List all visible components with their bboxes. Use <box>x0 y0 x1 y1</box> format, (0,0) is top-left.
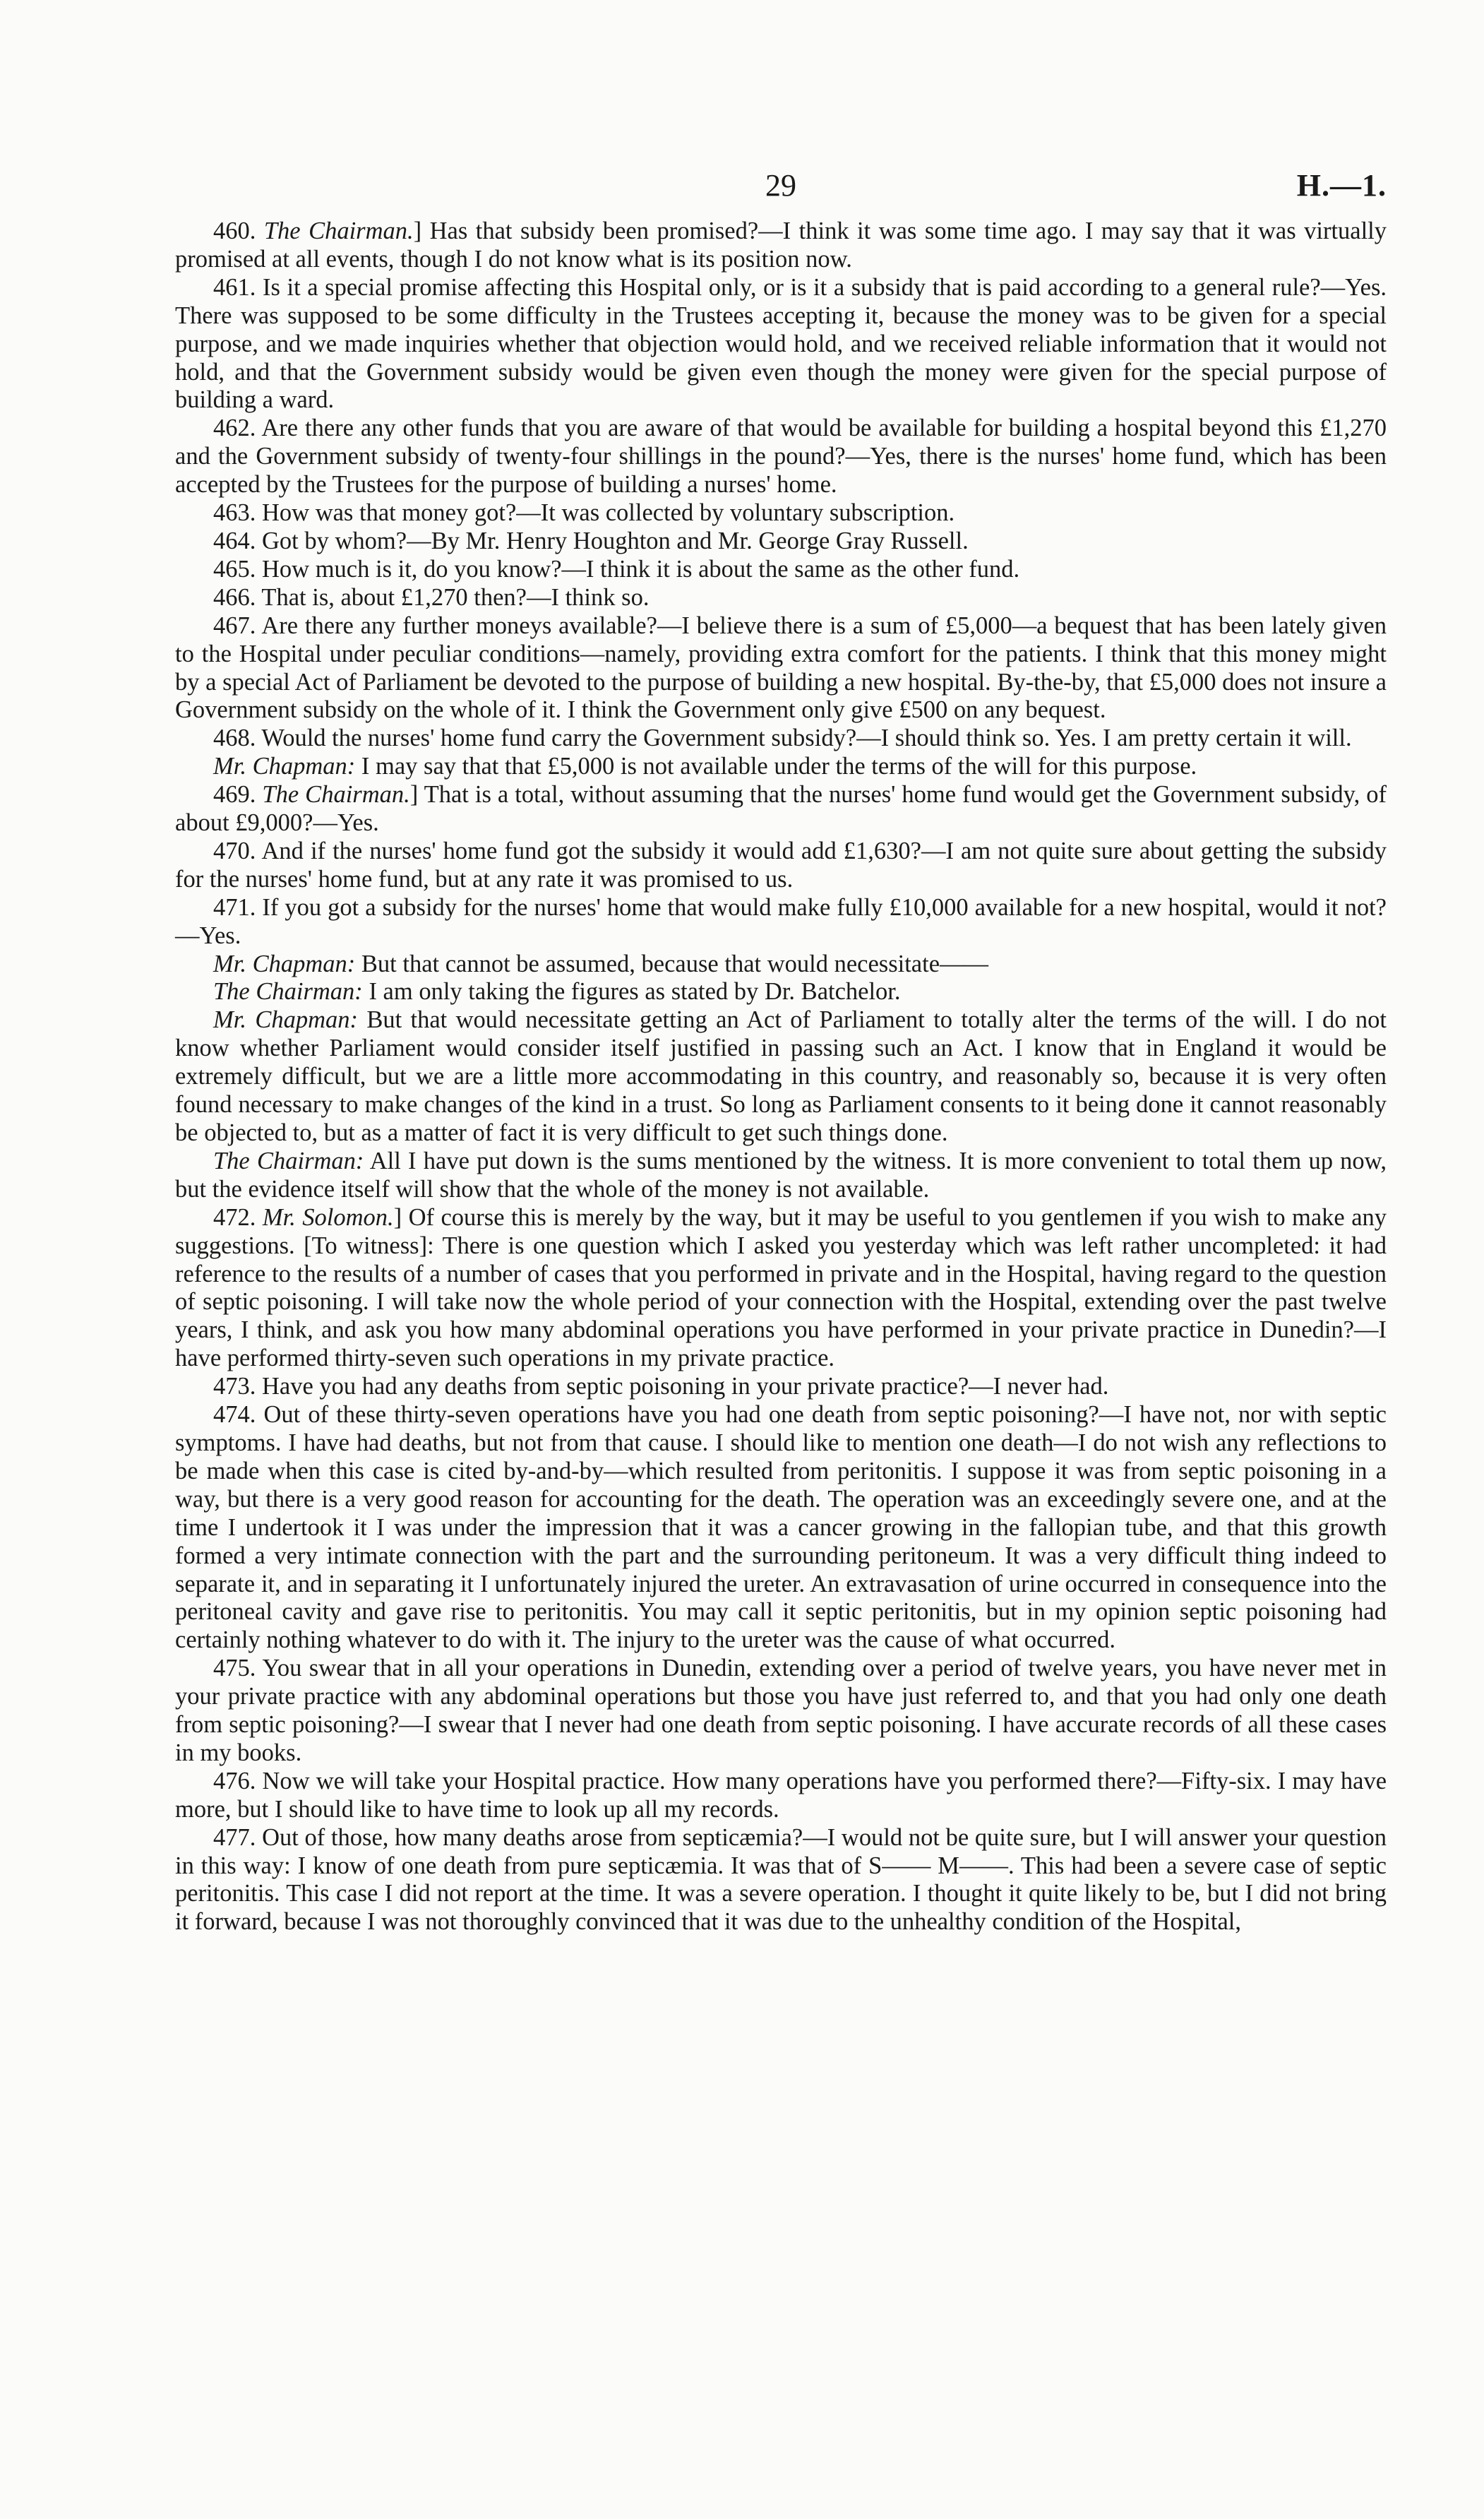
paragraph-473 <box>175 1373 1387 1401</box>
paragraph-475 <box>175 1655 1387 1768</box>
paragraph-text: I am only taking the figures as stated by Dr. Batchelor. <box>362 978 901 1006</box>
speaker-name: Mr. Solomon. <box>262 1203 394 1231</box>
question-number: 464. <box>213 527 262 554</box>
paragraph-474 <box>175 1401 1387 1655</box>
question-number: 474. <box>213 1401 264 1429</box>
paragraph-467 <box>175 612 1387 725</box>
series-reference: H.—1. <box>1296 168 1387 203</box>
paragraph-text: If you got a subsidy for the nurses' home that would make fully £10,000 available for a new hospital, would it not?—Yes. <box>175 893 1387 949</box>
paragraph-text: How much is it, do you know?—I think it is about the same as the other fund. <box>262 555 1020 583</box>
paragraph-477 <box>175 1824 1387 1937</box>
paragraph-text: How was that money got?—It was collected by voluntary subscription. <box>262 499 955 527</box>
question-number: 469. <box>213 781 263 809</box>
paragraph-text: Is it a special promise affecting this Hospital only, or is it a subsidy that is paid according to a general rule?—Yes. There was supposed to be some difficulty in the Trustees accepting it, because the money was to be given for a special purpose, and we made inquiries whether that objection would hold, and we received reliable information that it would not hold, and that the Government subsidy would be given even though the money were given for the special purpose of building a ward. <box>175 273 1387 414</box>
paragraph-text: That is, about £1,270 then?—I think so. <box>261 583 650 611</box>
paragraph-468 <box>175 725 1387 753</box>
question-number: 466. <box>213 583 262 611</box>
question-number: 463. <box>213 499 262 527</box>
speaker-name: The Chairman: <box>213 1147 364 1174</box>
paragraph-chapman-remark-1 <box>175 753 1387 781</box>
paragraph-text: But that cannot be assumed, because that would necessitate—— <box>355 950 989 977</box>
paragraph-466 <box>175 584 1387 612</box>
paragraph-471 <box>175 894 1387 951</box>
document-page <box>175 168 1387 1936</box>
question-number: 468. <box>213 725 262 752</box>
paragraph-text: Now we will take your Hospital practice. How many operations have you performed there?—Fifty-six. I may have more, but I should like to have time to look up all my records. <box>175 1767 1387 1823</box>
question-number: 465. <box>213 555 262 583</box>
paragraph-text: Out of these thirty-seven operations have you had one death from septic poisoning?—I have not, nor with septic symptoms. I have had deaths, but not from that cause. I should like to mention one death—I do not wish any reflections to be made when this case is cited by-and-by—which resulted from peritonitis. I suppose it was from septic poisoning in a way, but there is a very good reason for accounting for the death. The operation was an exceedingly severe one, and at the time I undertook it I was under the impression that it was a cancer growing in the fallopian tube, and that this growth formed a very intimate connection with the part and the surrounding peritoneum. It was a very difficult thing indeed to separate it, and in separating it I unfortunately injured the ureter. An extravasation of urine occurred in consequence into the peritoneal cavity and gave rise to peritonitis. You may call it septic peritonitis, but in my opinion septic poisoning had certainly nothing whatever to do with it. The injury to the ureter was the cause of what occurred. <box>175 1401 1387 1654</box>
page-header <box>175 168 1387 218</box>
question-number: 473. <box>213 1373 262 1400</box>
page-number: 29 <box>765 168 796 203</box>
speaker-name: Mr. Chapman: <box>213 753 356 780</box>
question-number: 475. <box>213 1655 263 1682</box>
speaker-name: Mr. Chapman: <box>213 950 356 977</box>
paragraph-chairman-remark-2 <box>175 1148 1387 1204</box>
paragraph-text: Have you had any deaths from septic poisoning in your private practice?—I never had. <box>262 1373 1109 1400</box>
paragraph-text: Got by whom?—By Mr. Henry Houghton and Mr. George Gray Russell. <box>262 527 969 554</box>
question-number: 461. <box>213 273 263 301</box>
paragraph-463 <box>175 499 1387 528</box>
question-number: 467. <box>213 612 262 639</box>
paragraph-462 <box>175 415 1387 499</box>
speaker-name: Mr. Chapman: <box>213 1006 358 1034</box>
question-number: 470. <box>213 837 262 864</box>
paragraph-text: ] Of course this is merely by the way, but it may be useful to you gentlemen if you wish to make any suggestions. [To witness]: There is one question which I asked you yesterday which was left rather uncompleted: it had reference to the results of a number of cases that you performed in private and in the Hospital, having regard to the question of septic poisoning. I will take now the whole period of your connection with the Hospital, extending over the past twelve years, I think, and ask you how many abdominal operations you have performed in your private practice in Dunedin?—I have performed thirty-seven such operations in my private practice. <box>175 1203 1387 1372</box>
paragraph-text: Would the nurses' home fund carry the Government subsidy?—I should think so. Yes. I am pretty certain it will. <box>261 725 1352 752</box>
paragraph-text: But that would necessitate getting an Act of Parliament to totally alter the terms of the will. I do not know whether Parliament would consider itself justified in passing such an Act. I know that in England it would be extremely difficult, but we are a little more accommodating in this country, and reasonably so, because it is very often found necessary to make changes of the kind in a trust. So long as Parliament consents to it being done it cannot reasonably be objected to, but as a matter of fact it is very difficult to get such things done. <box>175 1006 1387 1146</box>
paragraph-465 <box>175 556 1387 584</box>
question-number: 476. <box>213 1767 263 1794</box>
paragraph-472 <box>175 1204 1387 1373</box>
speaker-name: The Chairman. <box>263 218 414 244</box>
paragraph-chairman-remark-1 <box>175 978 1387 1006</box>
paragraph-text: And if the nurses' home fund got the subsidy it would add £1,630?—I am not quite sure about getting the subsidy for the nurses' home fund, but at any rate it was promised to us. <box>175 837 1387 893</box>
paragraph-470 <box>175 838 1387 894</box>
paragraph-text: Out of those, how many deaths arose from septicæmia?—I would not be quite sure, but I will answer your question in this way: I know of one death from pure septicæmia. It was that of S—— M——. This had been a severe case of septic peritonitis. This case I did not report at the time. It was a severe operation. I thought it quite likely to be, but I did not bring it forward, because I was not thoroughly convinced that it was due to the unhealthy condition of the Hospital, <box>175 1823 1387 1936</box>
paragraph-chapman-remark-2 <box>175 951 1387 979</box>
paragraph-text: You swear that in all your operations in Dunedin, extending over a period of twelve years, you have never met in your private practice with any abdominal operations but those you have just referred to, and that you had only one death from septic poisoning?—I swear that I never had one death from septic poisoning. I have accurate records of all these cases in my books. <box>175 1655 1387 1766</box>
evidence-body <box>175 218 1387 1936</box>
paragraph-464 <box>175 528 1387 556</box>
paragraph-text: ] That is a total, without assuming that the nurses' home fund would get the Government subsidy, of about £9,000?—Yes. <box>175 781 1387 837</box>
paragraph-460 <box>175 218 1387 274</box>
paragraph-text: I may say that that £5,000 is not available under the terms of the will for this purpose. <box>355 753 1197 780</box>
paragraph-text: Are there any other funds that you are aware of that would be available for building a hospital beyond this £1,270 and the Government subsidy of twenty-four shillings in the pound?—Yes, there is the nurses' home fund, which has been accepted by the Trustees for the purpose of building a nurses' home. <box>175 415 1387 499</box>
speaker-name: The Chairman. <box>262 781 410 809</box>
paragraph-469 <box>175 781 1387 838</box>
question-number: 477. <box>213 1823 263 1851</box>
paragraph-chapman-remark-3 <box>175 1006 1387 1148</box>
paragraph-476 <box>175 1768 1387 1824</box>
question-number: 472. <box>213 1203 263 1231</box>
question-number: 460. <box>213 218 264 244</box>
paragraph-text: Are there any further moneys available?—I believe there is a sum of £5,000—a bequest that has been lately given to the Hospital under peculiar conditions—namely, providing extra comfort for the patients. I think that this money might by a special Act of Parliament be devoted to the purpose of building a new hospital. By-the-by, that £5,000 does not insure a Government subsidy on the whole of it. I think the Government only give £500 on any bequest. <box>175 612 1387 724</box>
question-number: 462. <box>213 415 262 442</box>
speaker-name: The Chairman: <box>213 978 363 1006</box>
paragraph-461 <box>175 274 1387 415</box>
question-number: 471. <box>213 893 263 921</box>
paragraph-text: All I have put down is the sums mentioned by the witness. It is more convenient to total them up now, but the evidence itself will show that the whole of the money is not available. <box>175 1147 1387 1203</box>
paragraph-text: ] Has that subsidy been promised?—I think it was some time ago. I may say that it was virtually promised at all events, though I do not know what is its position now. <box>175 218 1387 273</box>
